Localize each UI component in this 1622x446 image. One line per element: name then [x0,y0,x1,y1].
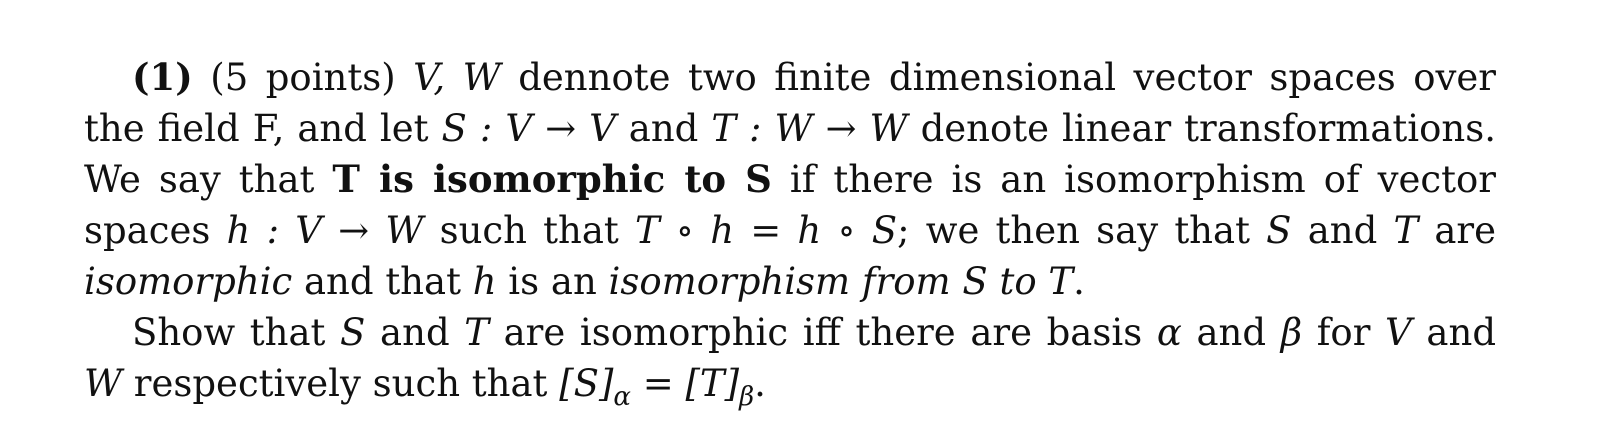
text-segment: is an [496,260,609,303]
text-segment: . [754,362,766,405]
text-segment: for [1302,311,1386,354]
bold-definition: T is isomorphic to S [332,157,772,201]
math-w: W [84,362,123,405]
problem-text [84,52,1496,412]
math-t-map: T : W → W [711,107,908,150]
math-subscript-beta: β [739,382,755,412]
math-h-map: h : V → W [226,209,424,252]
math-t: T [1048,260,1074,303]
italic-term-isomorphism-from: isomorphism from [608,260,963,303]
math-matrix-s: [S] [559,362,614,405]
math-t: T [464,311,489,354]
problem-points: (5 points) [210,56,396,99]
text-segment: ; we then say that [897,209,1267,252]
math-matrix-t: [T] [685,362,740,405]
math-s: S [962,260,988,303]
math-subscript-alpha: α [613,382,631,412]
math-vw: V, W [413,56,501,99]
problem-number: (1) [132,55,193,99]
math-equals: = [630,362,686,405]
math-h: h [472,260,497,303]
text-segment: and that [292,260,473,303]
math-composition: T ∘ h = h ∘ S [634,209,898,252]
text-segment: . [1073,260,1085,303]
text-segment: such that [423,209,635,252]
math-s: S [1266,209,1292,252]
text-segment: and [1411,311,1496,354]
italic-term-to: to [987,260,1049,303]
math-s-map: S : V → V [441,107,616,150]
text-segment: are [1418,209,1496,252]
math-beta: β [1280,311,1303,354]
problem-task-paragraph [84,307,1496,412]
problem-statement-paragraph [84,52,1496,307]
text-segment: dennote two finite dimensional vector spaces over the field F, and let [84,56,1496,150]
text-segment: and [615,107,712,150]
italic-term-isomorphic: isomorphic [84,260,293,303]
math-v: V [1385,311,1412,354]
text-segment: and [1181,311,1281,354]
text-segment: and [1291,209,1394,252]
math-t: T [1393,209,1419,252]
text-segment: and [365,311,465,354]
text-segment: are isomorphic iff there are basis [488,311,1157,354]
text-segment: Show that [132,311,341,354]
text-segment: if there is an isomorphism of vector spaces [84,158,1496,252]
text-segment: respectively such that [122,362,560,405]
text-segment: denote linear transformations. We say that [84,107,1496,201]
math-s: S [340,311,366,354]
math-alpha: α [1156,311,1182,354]
